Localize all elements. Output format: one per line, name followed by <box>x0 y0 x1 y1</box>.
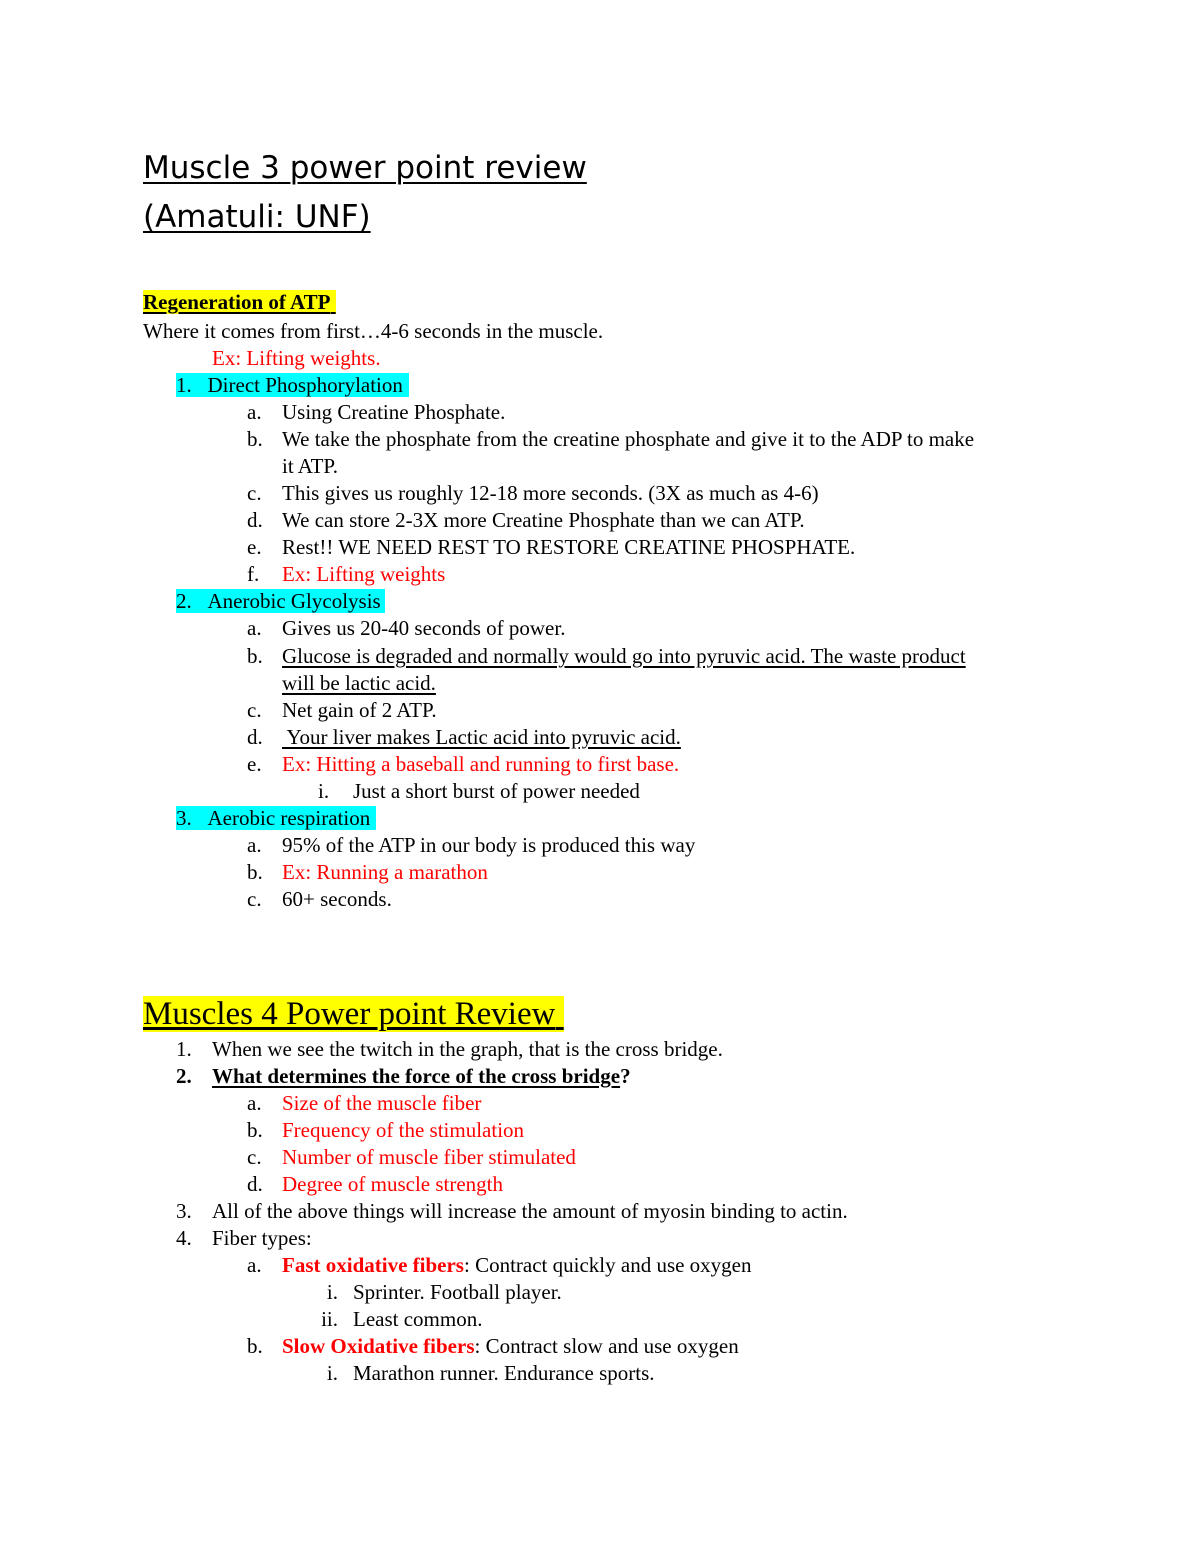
document-page: Muscle 3 power point review (Amatuli: UNF) Regeneration of ATP Where it comes from first…4-6 seconds in the muscle. Ex: Lifting weights. 1. Direct Phosphorylation a. Using Creatine Phosphate. b. We take the phosphate from the creatine phosphate and give it to the ADP to make it ATP. c. This gives us roughly 12-18 more seconds. (3X as much as 4-6) d. We can store 2-3X more Creatine Phosphate than we can ATP. e. Rest!! WE NEED REST TO RESTORE CREATINE PHOSPHATE. f. Ex: Lifting weights 2. Anerobic Glycolysis a. Gives us 20-40 seconds of power. b. Glucose is degraded and normally would go into pyruvic acid. The waste product will be lactic acid. c. Net gain of 2 ATP. d. Your liver makes Lactic acid into pyruvic acid. e. Ex: Hitting a baseball and running to first base. i. Just a short burst of power needed 3. Aerobic respiration a. 95% of the ATP in our body is produced this way b. Ex: Running a marathon c. 60+ seconds. Muscles 4 Power point Review 1. When we see the twitch in the graph, that is the cross bridge. 2. What determines the force of the cross bridge? a. Size of the muscle fiber b. Frequency of the stimulation c. Number of muscle fiber stimulated d. Degree of muscle strength 3. All of the above things will increase the amount of myosin binding to actin. 4. Fiber types: a. Fast oxidative fibers: Contract quickly and use oxygen i. Sprinter. Football player. ii. Least common. b. Slow Oxidative fibers: Contract slow and use oxygen i. Marathon runner. Endurance sports. <box>143 150 975 1385</box>
list-item-anerobic-glycolysis: 2. Anerobic Glycolysis <box>176 588 385 615</box>
intro-example: Ex: Lifting weights. <box>212 346 381 370</box>
intro-text: Where it comes from first…4-6 seconds in the muscle. <box>143 319 604 343</box>
sub-item-continuation: it ATP. <box>282 454 339 478</box>
section-heading-regeneration: Regeneration of ATP <box>143 289 336 316</box>
list-item-direct-phosphorylation: 1. Direct Phosphorylation <box>176 372 409 399</box>
doc-title-line1: Muscle 3 power point review <box>143 150 587 186</box>
section-heading-muscles-4: Muscles 4 Power point Review <box>143 994 564 1034</box>
doc-title-line2: (Amatuli: UNF) <box>143 199 371 235</box>
list-item-aerobic-respiration: 3. Aerobic respiration <box>176 805 376 832</box>
sub-item-continuation: will be lactic acid. <box>282 671 436 695</box>
